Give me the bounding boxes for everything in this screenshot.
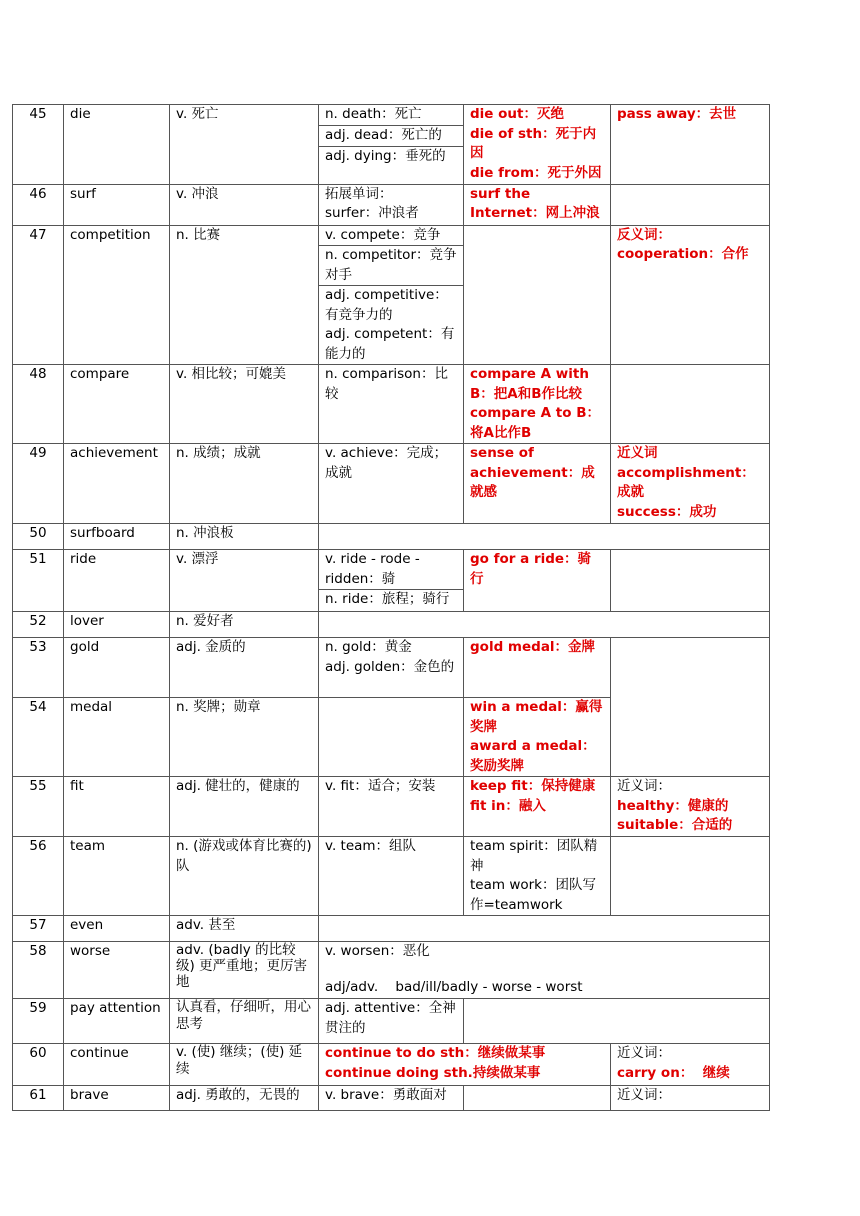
meaning-cell: v. 相比较；可媲美	[170, 365, 319, 444]
phrase-cell	[464, 365, 611, 444]
form-line: surfer：冲浪者	[325, 205, 419, 221]
meaning-cell: adv. 甚至	[170, 916, 319, 942]
note-line: 近义词：	[617, 778, 671, 794]
phrase-cell	[464, 837, 611, 916]
word-cell: surfboard	[64, 524, 170, 550]
form-line: adj/adv. bad/ill/badly - worse - worst	[325, 979, 583, 995]
form-cell: v. achieve：完成；成就	[319, 444, 464, 524]
phrase-line: continue to do sth：继续做某事	[325, 1045, 546, 1061]
phrase-line: die of sth：死于内因	[470, 125, 597, 161]
note-cell	[611, 365, 770, 444]
meaning-cell: n. 比赛	[170, 225, 319, 365]
table-row	[13, 916, 770, 942]
form-cell: n. ride：旅程；骑行	[319, 590, 464, 612]
phrase-cell	[464, 225, 611, 365]
word-number: 45	[13, 105, 64, 185]
word-cell: pay attention	[64, 999, 170, 1044]
form-cell: v. team：组队	[319, 837, 464, 916]
phrase-cell	[319, 1044, 611, 1086]
table-row	[13, 105, 770, 126]
form-cell: n. comparison：比较	[319, 365, 464, 444]
word-number: 49	[13, 444, 64, 524]
form-cell: adj. attentive：全神贯注的	[319, 999, 464, 1044]
word-cell: ride	[64, 550, 170, 612]
form-cell: n. death：死亡	[319, 105, 464, 126]
form-line: adj. golden：金色的	[325, 658, 455, 675]
word-cell: medal	[64, 698, 170, 777]
note-line: healthy：健康的	[617, 797, 729, 814]
phrase-line: award a medal：奖励奖牌	[470, 738, 596, 774]
phrase-line: team spirit：团队精神	[470, 838, 598, 874]
word-number: 48	[13, 365, 64, 444]
note-cell	[611, 777, 770, 837]
phrase-line: team work：团队写作=teamwork	[470, 877, 596, 913]
vocabulary-table	[12, 104, 770, 1111]
word-number: 50	[13, 524, 64, 550]
word-number: 56	[13, 837, 64, 916]
word-number: 55	[13, 777, 64, 837]
word-number: 46	[13, 184, 64, 225]
note-line: accomplishment：成就	[617, 464, 755, 500]
meaning-cell: adj. 勇敢的，无畏的	[170, 1086, 319, 1111]
form-cell	[319, 698, 464, 777]
meaning-cell: adv. (badly 的比较级) 更严重地；更厉害地	[170, 942, 319, 999]
form-cell	[319, 942, 770, 999]
word-cell: compare	[64, 365, 170, 444]
meaning-cell: n. (游戏或体育比赛的) 队	[170, 837, 319, 916]
table-row	[13, 1086, 770, 1111]
table-row	[13, 942, 770, 999]
table-row	[13, 444, 770, 524]
note-cell	[611, 550, 770, 612]
note-line: 近义词：	[617, 1087, 671, 1103]
phrase-cell	[464, 698, 611, 777]
phrase-cell	[464, 777, 611, 837]
form-cell: v. ride - rode - ridden：骑	[319, 550, 464, 590]
word-cell: even	[64, 916, 170, 942]
word-number: 59	[13, 999, 64, 1044]
form-cell: v. compete：竞争	[319, 225, 464, 246]
table-row	[13, 999, 770, 1044]
form-cell: v. brave：勇敢面对	[319, 1086, 464, 1111]
empty-cell	[319, 916, 770, 942]
form-cell: adj. dead：死亡的	[319, 126, 464, 147]
table-row	[13, 777, 770, 837]
note-cell	[611, 184, 770, 225]
phrase-line: keep fit：保持健康	[470, 778, 596, 794]
word-cell: achievement	[64, 444, 170, 524]
table-row	[13, 225, 770, 246]
table-row	[13, 184, 770, 225]
form-cell	[319, 286, 464, 365]
table-row	[13, 837, 770, 916]
table-row	[13, 365, 770, 444]
word-cell: brave	[64, 1086, 170, 1111]
word-number: 60	[13, 1044, 64, 1086]
word-cell: gold	[64, 638, 170, 698]
phrase-cell: go for a ride：骑行	[464, 550, 611, 612]
meaning-cell: 认真看，仔细听，用心思考	[170, 999, 319, 1044]
table-row	[13, 612, 770, 638]
form-cell	[319, 184, 464, 225]
empty-cell	[464, 999, 770, 1044]
note-line: suitable：合适的	[617, 817, 733, 833]
form-line: n. gold：黄金	[325, 639, 412, 655]
note-line: success：成功	[617, 503, 717, 520]
phrase-line: continue doing sth.持续做某事	[325, 1064, 541, 1081]
word-cell: lover	[64, 612, 170, 638]
word-cell: fit	[64, 777, 170, 837]
phrase-line: fit in：融入	[470, 797, 546, 814]
note-line: 近义词：	[617, 1045, 671, 1061]
meaning-cell: v. (使) 继续；(使) 延续	[170, 1044, 319, 1086]
note-cell	[611, 225, 770, 365]
phrase-line: compare A to B：将A比作B	[470, 405, 600, 441]
note-cell	[611, 1086, 770, 1111]
note-line: 近义词	[617, 445, 658, 461]
word-number: 54	[13, 698, 64, 777]
word-cell: surf	[64, 184, 170, 225]
meaning-cell: adj. 金质的	[170, 638, 319, 698]
phrase-line: compare A with B：把A和B作比较	[470, 366, 589, 402]
meaning-cell: v. 死亡	[170, 105, 319, 185]
form-cell	[319, 638, 464, 698]
note-line: cooperation：合作	[617, 246, 749, 262]
meaning-cell: n. 爱好者	[170, 612, 319, 638]
phrase-cell	[464, 1086, 611, 1111]
phrase-line: die from：死于外因	[470, 164, 602, 181]
word-number: 58	[13, 942, 64, 999]
note-line: pass away：去世	[617, 106, 737, 122]
phrase-line: die out：灭绝	[470, 106, 564, 122]
word-number: 47	[13, 225, 64, 365]
table-row	[13, 1044, 770, 1086]
meaning-cell: v. 漂浮	[170, 550, 319, 612]
word-number: 61	[13, 1086, 64, 1111]
phrase-line: win a medal：赢得奖牌	[470, 699, 603, 735]
meaning-cell: adj. 健壮的，健康的	[170, 777, 319, 837]
word-number: 52	[13, 612, 64, 638]
word-number: 51	[13, 550, 64, 612]
empty-cell	[319, 524, 770, 550]
form-line: 拓展单词：	[325, 185, 393, 202]
word-cell: team	[64, 837, 170, 916]
form-line: v. worsen：恶化	[325, 943, 430, 959]
form-cell: v. fit：适合；安装	[319, 777, 464, 837]
empty-cell	[319, 612, 770, 638]
word-number: 57	[13, 916, 64, 942]
phrase-cell: surf the Internet：网上冲浪	[464, 184, 611, 225]
form-cell: n. competitor：竞争对手	[319, 246, 464, 286]
note-line: 反义词：	[617, 226, 671, 243]
meaning-cell: v. 冲浪	[170, 184, 319, 225]
word-cell: competition	[64, 225, 170, 365]
meaning-cell: n. 冲浪板	[170, 524, 319, 550]
table-row	[13, 638, 770, 698]
word-number: 53	[13, 638, 64, 698]
phrase-cell	[464, 105, 611, 185]
note-cell	[611, 105, 770, 185]
note-cell	[611, 837, 770, 916]
phrase-cell: sense of achievement：成就感	[464, 444, 611, 524]
meaning-cell: n. 成绩；成就	[170, 444, 319, 524]
form-cell: adj. dying：垂死的	[319, 146, 464, 184]
form-line: adj. competent：有能力的	[325, 326, 455, 362]
table-row	[13, 524, 770, 550]
note-cell	[611, 1044, 770, 1086]
meaning-cell: n. 奖牌；勋章	[170, 698, 319, 777]
word-cell: die	[64, 105, 170, 185]
note-line: carry on： 继续	[617, 1064, 730, 1081]
table-row	[13, 550, 770, 590]
form-line: adj. competitive：有竞争力的	[325, 287, 448, 323]
word-cell: continue	[64, 1044, 170, 1086]
note-cell	[611, 444, 770, 524]
word-cell: worse	[64, 942, 170, 999]
note-cell	[611, 638, 770, 777]
phrase-cell: gold medal：金牌	[464, 638, 611, 698]
